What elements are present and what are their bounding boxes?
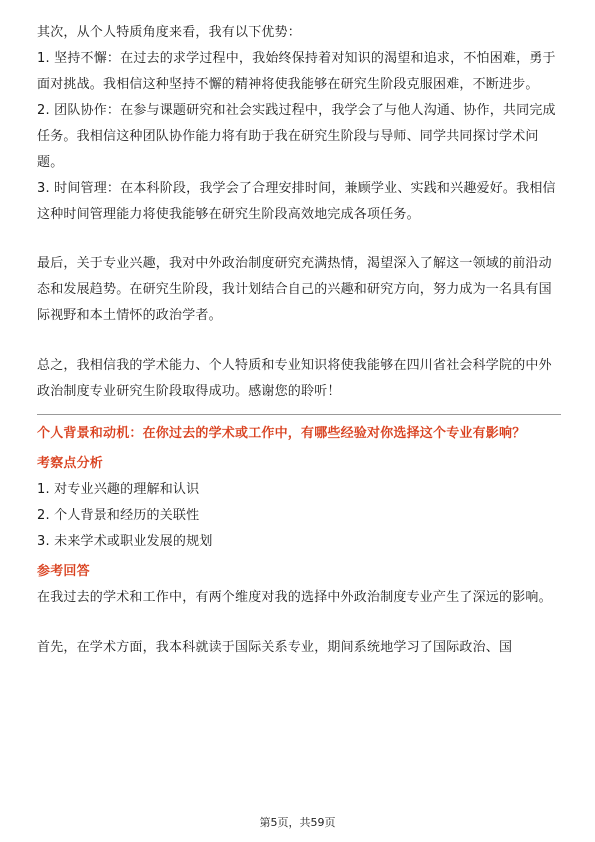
- analysis-item-1: 1. 对专业兴趣的理解和认识: [37, 482, 200, 497]
- paragraph-conclusion: 总之，我相信我的学术能力、个人特质和专业知识将使我能够在四川省社会科学院的中外政治制度专业研究生阶段取得成功。感谢您的聆听！: [37, 358, 552, 399]
- analysis-item-2: 2. 个人背景和经历的关联性: [37, 508, 200, 523]
- spacer: [37, 329, 561, 353]
- analysis-item-3: 3. 未来学术或职业发展的规划: [37, 534, 213, 549]
- spacer: [37, 611, 561, 635]
- question-title: 个人背景和动机：在你过去的学术或工作中，有哪些经验对你选择这个专业有影响？: [37, 426, 526, 441]
- answer-paragraph-1: 在我过去的学术和工作中，有两个维度对我的选择中外政治制度专业产生了深远的影响。: [37, 590, 552, 605]
- answer-heading: 参考回答: [37, 564, 90, 579]
- paragraph-intro: 其次，从个人特质角度来看，我有以下优势：: [37, 25, 302, 40]
- section-divider: [37, 414, 561, 415]
- page-number: 第5页，共59页: [259, 816, 336, 829]
- document-page: [37, 20, 561, 661]
- paragraph-persistence: 1. 坚持不懈：在过去的求学过程中，我始终保持着对知识的渴望和追求，不怕困难，勇于面对挑战。我相信这种坚持不懈的精神将使我能够在研究生阶段克服困难，不断进步。: [37, 51, 556, 92]
- analysis-heading: 考察点分析: [37, 456, 104, 471]
- paragraph-teamwork: 2. 团队协作：在参与课题研究和社会实践过程中，我学会了与他人沟通、协作，共同完成任务。我相信这种团队协作能力将有助于我在研究生阶段与导师、同学共同探讨学术问题。: [37, 103, 556, 170]
- paragraph-time-management: 3. 时间管理：在本科阶段，我学会了合理安排时间，兼顾学业、实践和兴趣爱好。我相信这种时间管理能力将使我能够在研究生阶段高效地完成各项任务。: [37, 181, 556, 222]
- answer-paragraph-2: 首先，在学术方面，我本科就读于国际关系专业，期间系统地学习了国际政治、国: [37, 640, 513, 655]
- paragraph-interest: 最后，关于专业兴趣，我对中外政治制度研究充满热情，渴望深入了解这一领域的前沿动态和发展趋势。在研究生阶段，我计划结合自己的兴趣和研究方向，努力成为一名具有国际视野和本土情怀的政治学者。: [37, 256, 552, 323]
- spacer: [37, 228, 561, 251]
